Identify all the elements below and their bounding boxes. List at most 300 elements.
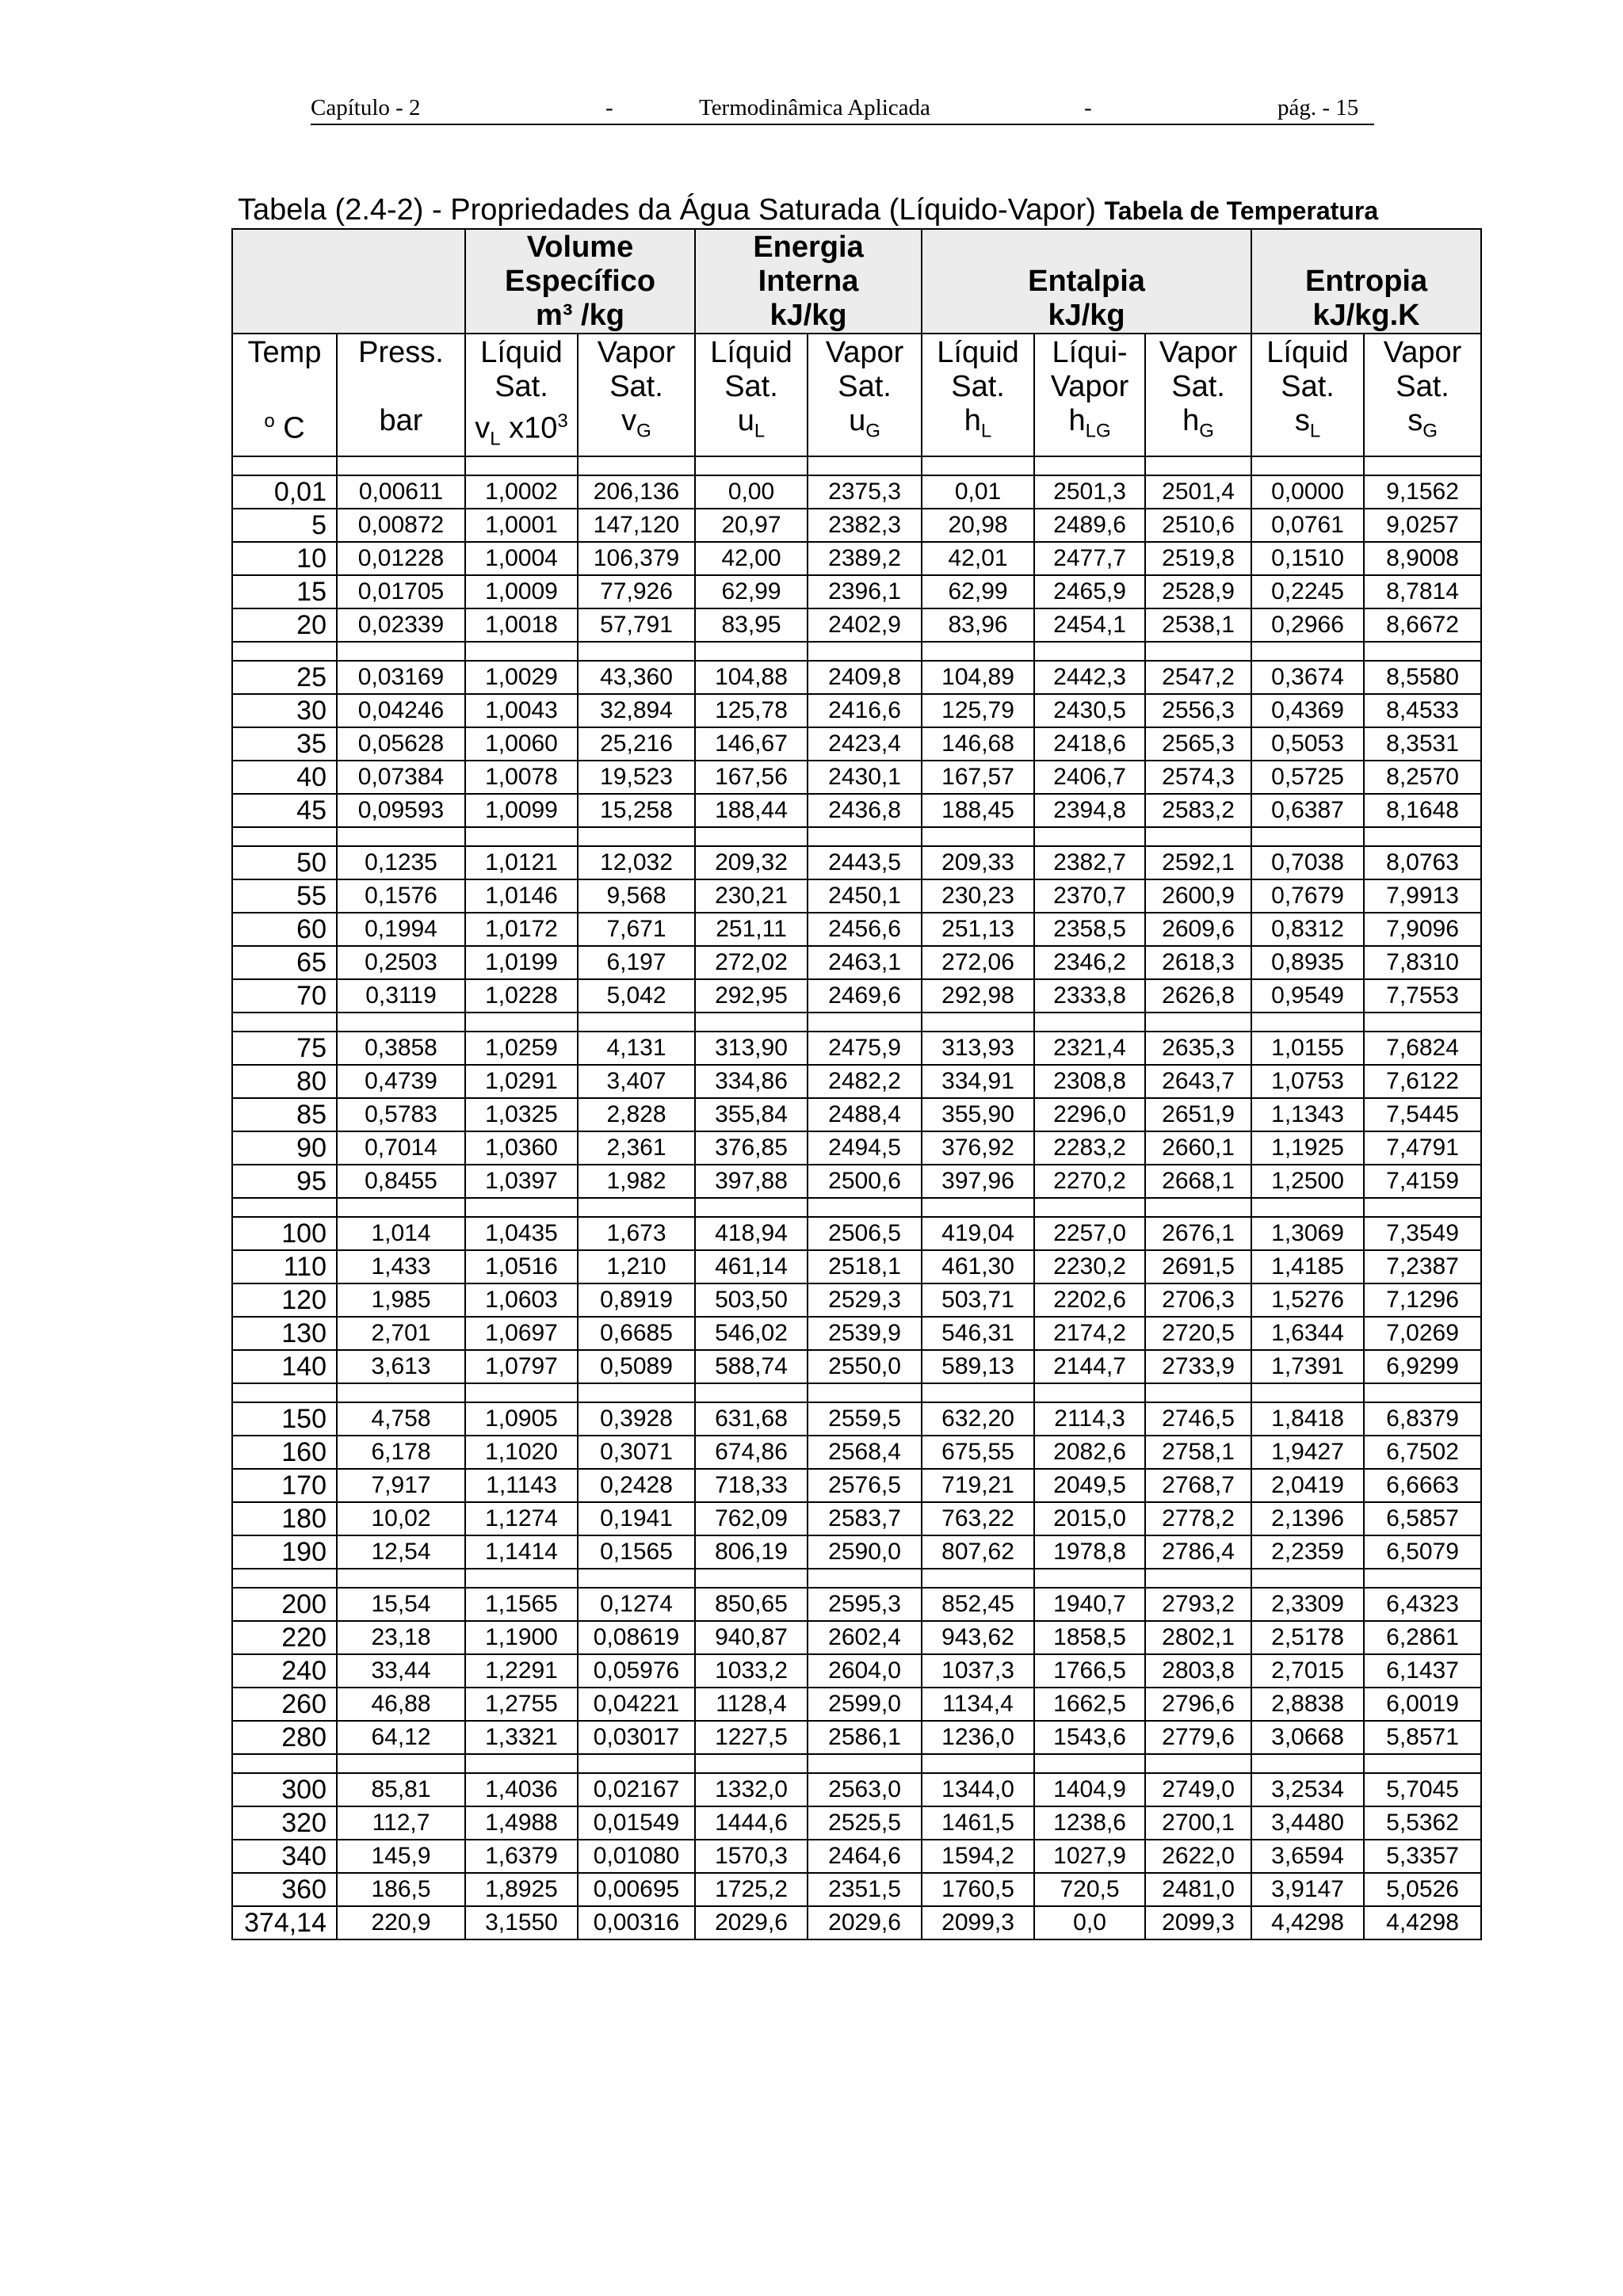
table-cell: 2,0419 bbox=[1251, 1469, 1364, 1502]
column-header-line: Líquid bbox=[1266, 336, 1349, 369]
spacer-cell bbox=[1145, 1383, 1251, 1402]
table-row bbox=[232, 694, 1481, 727]
table-cell: 720,5 bbox=[1034, 1873, 1145, 1906]
table-cell: 2600,9 bbox=[1145, 879, 1251, 913]
spacer-cell bbox=[922, 1013, 1034, 1032]
table-cell: 8,7814 bbox=[1364, 575, 1481, 608]
spacer-cell bbox=[808, 1569, 922, 1588]
table-cell: 230,23 bbox=[922, 879, 1034, 913]
table-cell: 2416,6 bbox=[808, 694, 922, 727]
spacer-row bbox=[232, 456, 1481, 475]
table-cell: 2333,8 bbox=[1034, 979, 1145, 1013]
spacer-cell bbox=[1034, 1383, 1145, 1402]
table-cell: 2691,5 bbox=[1145, 1250, 1251, 1283]
table-cell: 2793,2 bbox=[1145, 1588, 1251, 1621]
spacer-cell bbox=[337, 642, 465, 661]
table-cell: 2676,1 bbox=[1145, 1217, 1251, 1250]
table-row bbox=[232, 1721, 1481, 1754]
spacer-cell bbox=[578, 1383, 695, 1402]
table-cell: 1,5276 bbox=[1251, 1283, 1364, 1317]
column-header-line bbox=[239, 370, 330, 404]
table-cell: 0,4739 bbox=[337, 1065, 465, 1098]
table-cell: 1444,6 bbox=[695, 1806, 808, 1840]
spacer-row bbox=[232, 1754, 1481, 1773]
spacer-cell bbox=[578, 456, 695, 475]
table-cell: 2802,1 bbox=[1145, 1621, 1251, 1654]
table-cell: 2796,6 bbox=[1145, 1688, 1251, 1721]
table-cell: 1,0397 bbox=[465, 1165, 578, 1198]
table-cell: 1236,0 bbox=[922, 1721, 1034, 1754]
spacer-cell bbox=[1034, 1198, 1145, 1217]
table-cell: 8,6672 bbox=[1364, 608, 1481, 642]
table-cell: 2,5178 bbox=[1251, 1621, 1364, 1654]
table-cell: 280 bbox=[232, 1721, 337, 1754]
table-cell: 1,2500 bbox=[1251, 1165, 1364, 1198]
column-header-line: Temp bbox=[247, 336, 322, 369]
column-header-line: Sat. bbox=[838, 370, 892, 403]
table-cell: 57,791 bbox=[578, 608, 695, 642]
table-cell: 0,08619 bbox=[578, 1621, 695, 1654]
table-cell: 0,3858 bbox=[337, 1032, 465, 1065]
page-header bbox=[311, 95, 1374, 125]
table-cell: 1,985 bbox=[337, 1283, 465, 1317]
spacer-cell bbox=[232, 642, 337, 661]
table-cell: 1,0797 bbox=[465, 1350, 578, 1383]
table-cell: 2668,1 bbox=[1145, 1165, 1251, 1198]
table-cell: 2733,9 bbox=[1145, 1350, 1251, 1383]
table-row bbox=[232, 1317, 1481, 1350]
table-cell: 1,0002 bbox=[465, 475, 578, 509]
table-cell: 1,1925 bbox=[1251, 1131, 1364, 1165]
spacer-cell bbox=[1251, 1569, 1364, 1588]
table-cell: 1,8925 bbox=[465, 1873, 578, 1906]
table-cell: 1134,4 bbox=[922, 1688, 1034, 1721]
table-cell: 588,74 bbox=[695, 1350, 808, 1383]
table-cell: 1978,8 bbox=[1034, 1535, 1145, 1569]
table-cell: 0,03169 bbox=[337, 661, 465, 694]
table-cell: 19,523 bbox=[578, 761, 695, 794]
table-cell: 0,01080 bbox=[578, 1840, 695, 1873]
column-header-line: $s_L$ bbox=[1294, 404, 1321, 442]
table-row bbox=[232, 1806, 1481, 1840]
spacer-cell bbox=[1145, 1569, 1251, 1588]
spacer-cell bbox=[1251, 1754, 1364, 1773]
table-cell: 7,2387 bbox=[1364, 1250, 1481, 1283]
spacer-cell bbox=[808, 1198, 922, 1217]
table-cell: 7,3549 bbox=[1364, 1217, 1481, 1250]
spacer-cell bbox=[1364, 1013, 1481, 1032]
column-header bbox=[465, 334, 578, 456]
table-cell: 1,0603 bbox=[465, 1283, 578, 1317]
table-cell: 1,1343 bbox=[1251, 1098, 1364, 1131]
table-cell: 7,6824 bbox=[1364, 1032, 1481, 1065]
table-cell: 2257,0 bbox=[1034, 1217, 1145, 1250]
table-cell: 1,8418 bbox=[1251, 1402, 1364, 1436]
table-cell: 1,0078 bbox=[465, 761, 578, 794]
group-header-enthalpy bbox=[922, 229, 1251, 334]
table-cell: 2539,9 bbox=[808, 1317, 922, 1350]
spacer-cell bbox=[922, 1198, 1034, 1217]
table-cell: 1332,0 bbox=[695, 1773, 808, 1806]
table-cell: 7,4159 bbox=[1364, 1165, 1481, 1198]
column-header-line: Sat. bbox=[609, 370, 663, 403]
table-cell: 2786,4 bbox=[1145, 1535, 1251, 1569]
table-cell: 1,0099 bbox=[465, 794, 578, 827]
group-label-line: Energia bbox=[753, 230, 864, 264]
spacer-cell bbox=[695, 1383, 808, 1402]
table-cell: 0,1510 bbox=[1251, 542, 1364, 575]
table-cell: 0,5089 bbox=[578, 1350, 695, 1383]
table-cell: 8,5580 bbox=[1364, 661, 1481, 694]
table-cell: 1,0228 bbox=[465, 979, 578, 1013]
table-cell: 1461,5 bbox=[922, 1806, 1034, 1840]
table-cell: 0,00872 bbox=[337, 509, 465, 542]
table-cell: 0,0 bbox=[1034, 1906, 1145, 1939]
table-cell: 0,1235 bbox=[337, 846, 465, 879]
column-header-line: $h_L$ bbox=[964, 404, 992, 442]
spacer-cell bbox=[1034, 456, 1145, 475]
spacer-row bbox=[232, 827, 1481, 846]
column-header-line: $u_G$ bbox=[849, 404, 880, 442]
table-cell: 1,0009 bbox=[465, 575, 578, 608]
table-cell: 45 bbox=[232, 794, 337, 827]
table-cell: 2418,6 bbox=[1034, 727, 1145, 761]
table-cell: 9,0257 bbox=[1364, 509, 1481, 542]
table-row bbox=[232, 727, 1481, 761]
table-cell: 334,86 bbox=[695, 1065, 808, 1098]
table-cell: 0,00316 bbox=[578, 1906, 695, 1939]
table-cell: 2500,6 bbox=[808, 1165, 922, 1198]
spacer-cell bbox=[1364, 642, 1481, 661]
table-cell: 230,21 bbox=[695, 879, 808, 913]
table-cell: 374,14 bbox=[232, 1906, 337, 1939]
table-cell: 3,1550 bbox=[465, 1906, 578, 1939]
table-cell: 2583,7 bbox=[808, 1502, 922, 1535]
table-cell: 2015,0 bbox=[1034, 1502, 1145, 1535]
table-cell: 0,8455 bbox=[337, 1165, 465, 1198]
column-header-line: $u_L$ bbox=[737, 404, 766, 442]
table-cell: 1,0018 bbox=[465, 608, 578, 642]
table-cell: 2489,6 bbox=[1034, 509, 1145, 542]
table-cell: 55 bbox=[232, 879, 337, 913]
table-cell: 170 bbox=[232, 1469, 337, 1502]
table-cell: 2565,3 bbox=[1145, 727, 1251, 761]
table-cell: 292,98 bbox=[922, 979, 1034, 1013]
table-row bbox=[232, 475, 1481, 509]
table-cell: 1,433 bbox=[337, 1250, 465, 1283]
table-cell: 12,032 bbox=[578, 846, 695, 879]
table-cell: 2,1396 bbox=[1251, 1502, 1364, 1535]
table-row bbox=[232, 761, 1481, 794]
table-cell: 1,0697 bbox=[465, 1317, 578, 1350]
table-cell: 2488,4 bbox=[808, 1098, 922, 1131]
table-cell: 2768,7 bbox=[1145, 1469, 1251, 1502]
spacer-cell bbox=[337, 1013, 465, 1032]
table-cell: 145,9 bbox=[337, 1840, 465, 1873]
column-header bbox=[1034, 334, 1145, 456]
table-cell: 2,7015 bbox=[1251, 1654, 1364, 1688]
table-cell: 340 bbox=[232, 1840, 337, 1873]
table-cell: 85 bbox=[232, 1098, 337, 1131]
table-cell: 5,8571 bbox=[1364, 1721, 1481, 1754]
spacer-cell bbox=[465, 827, 578, 846]
table-cell: 2,8838 bbox=[1251, 1688, 1364, 1721]
table-cell: 313,90 bbox=[695, 1032, 808, 1065]
table-cell: 0,2966 bbox=[1251, 608, 1364, 642]
table-cell: 2469,6 bbox=[808, 979, 922, 1013]
table-cell: 0,00695 bbox=[578, 1873, 695, 1906]
column-header-line: Sat. bbox=[951, 370, 1005, 403]
table-cell: 260 bbox=[232, 1688, 337, 1721]
table-cell: 2,701 bbox=[337, 1317, 465, 1350]
spacer-cell bbox=[337, 456, 465, 475]
table-cell: 8,0763 bbox=[1364, 846, 1481, 879]
table-cell: 2375,3 bbox=[808, 475, 922, 509]
table-cell: 763,22 bbox=[922, 1502, 1034, 1535]
table-cell: 1,9427 bbox=[1251, 1436, 1364, 1469]
spacer-cell bbox=[695, 642, 808, 661]
table-cell: 2525,5 bbox=[808, 1806, 922, 1840]
table-cell: 0,6685 bbox=[578, 1317, 695, 1350]
table-cell: 2758,1 bbox=[1145, 1436, 1251, 1469]
table-cell: 2590,0 bbox=[808, 1535, 922, 1569]
table-cell: 1,6379 bbox=[465, 1840, 578, 1873]
table-cell: 461,30 bbox=[922, 1250, 1034, 1283]
table-cell: 104,89 bbox=[922, 661, 1034, 694]
table-row bbox=[232, 1588, 1481, 1621]
table-cell: 7,4791 bbox=[1364, 1131, 1481, 1165]
column-header bbox=[695, 334, 808, 456]
table-cell: 1,0325 bbox=[465, 1098, 578, 1131]
book-title: Termodinâmica Aplicada bbox=[699, 95, 930, 120]
table-cell: 180 bbox=[232, 1502, 337, 1535]
table-cell: 1,0360 bbox=[465, 1131, 578, 1165]
table-cell: 0,8919 bbox=[578, 1283, 695, 1317]
group-header-blank bbox=[232, 229, 465, 334]
table-cell: 1,7391 bbox=[1251, 1350, 1364, 1383]
table-cell: 1,4185 bbox=[1251, 1250, 1364, 1283]
table-cell: 313,93 bbox=[922, 1032, 1034, 1065]
spacer-cell bbox=[465, 1383, 578, 1402]
table-cell: 2547,2 bbox=[1145, 661, 1251, 694]
table-cell: 7,5445 bbox=[1364, 1098, 1481, 1131]
table-cell: 2651,9 bbox=[1145, 1098, 1251, 1131]
table-cell: 2402,9 bbox=[808, 608, 922, 642]
table-cell: 2099,3 bbox=[922, 1906, 1034, 1939]
table-cell: 1,0155 bbox=[1251, 1032, 1364, 1065]
table-cell: 1662,5 bbox=[1034, 1688, 1145, 1721]
table-cell: 42,00 bbox=[695, 542, 808, 575]
spacer-cell bbox=[337, 1383, 465, 1402]
table-cell: 376,85 bbox=[695, 1131, 808, 1165]
spacer-cell bbox=[465, 1198, 578, 1217]
table-cell: 83,96 bbox=[922, 608, 1034, 642]
spacer-cell bbox=[1034, 1013, 1145, 1032]
table-cell: 146,67 bbox=[695, 727, 808, 761]
table-cell: 0,04221 bbox=[578, 1688, 695, 1721]
table-row bbox=[232, 946, 1481, 979]
table-cell: 140 bbox=[232, 1350, 337, 1383]
table-cell: 32,894 bbox=[578, 694, 695, 727]
table-cell: 0,0000 bbox=[1251, 475, 1364, 509]
table-cell: 2296,0 bbox=[1034, 1098, 1145, 1131]
spacer-cell bbox=[232, 827, 337, 846]
table-cell: 1,0029 bbox=[465, 661, 578, 694]
table-cell: 2465,9 bbox=[1034, 575, 1145, 608]
spacer-row bbox=[232, 1198, 1481, 1217]
table-cell: 0,4369 bbox=[1251, 694, 1364, 727]
spacer-cell bbox=[922, 642, 1034, 661]
spacer-cell bbox=[1145, 1754, 1251, 1773]
table-cell: 77,926 bbox=[578, 575, 695, 608]
table-cell: 0,2428 bbox=[578, 1469, 695, 1502]
table-cell: 1037,3 bbox=[922, 1654, 1034, 1688]
table-cell: 209,32 bbox=[695, 846, 808, 879]
column-header-line: $^o$ C bbox=[264, 410, 305, 445]
table-cell: 62,99 bbox=[695, 575, 808, 608]
column-header-line: Sat. bbox=[1171, 370, 1225, 403]
table-cell: 62,99 bbox=[922, 575, 1034, 608]
table-cell: 2720,5 bbox=[1145, 1317, 1251, 1350]
table-cell: 0,3119 bbox=[337, 979, 465, 1013]
table-cell: 397,96 bbox=[922, 1165, 1034, 1198]
table-cell: 631,68 bbox=[695, 1402, 808, 1436]
group-label-line: Entropia bbox=[1304, 265, 1428, 298]
spacer-cell bbox=[1145, 456, 1251, 475]
table-cell: 1,3069 bbox=[1251, 1217, 1364, 1250]
table-row bbox=[232, 1688, 1481, 1721]
spacer-cell bbox=[1034, 642, 1145, 661]
table-cell: 7,8310 bbox=[1364, 946, 1481, 979]
table-cell: 320 bbox=[232, 1806, 337, 1840]
table-cell: 0,7014 bbox=[337, 1131, 465, 1165]
column-header-line: $s_G$ bbox=[1407, 404, 1438, 442]
table-cell: 0,09593 bbox=[337, 794, 465, 827]
table-cell: 0,3071 bbox=[578, 1436, 695, 1469]
table-cell: 0,7038 bbox=[1251, 846, 1364, 879]
column-header-line: $v_L$ $x10^3$ bbox=[475, 410, 568, 450]
table-cell: 0,3674 bbox=[1251, 661, 1364, 694]
group-label-line: Específico bbox=[504, 264, 656, 298]
table-cell: 6,5857 bbox=[1364, 1502, 1481, 1535]
table-cell: 940,87 bbox=[695, 1621, 808, 1654]
table-row bbox=[232, 661, 1481, 694]
spacer-cell bbox=[1145, 1198, 1251, 1217]
table-cell: 1,4988 bbox=[465, 1806, 578, 1840]
spacer-cell bbox=[578, 642, 695, 661]
table-cell: 0,1941 bbox=[578, 1502, 695, 1535]
table-row bbox=[232, 846, 1481, 879]
table-cell: 7,671 bbox=[578, 913, 695, 946]
table-cell: 10,02 bbox=[337, 1502, 465, 1535]
table-cell: 1,1414 bbox=[465, 1535, 578, 1569]
table-cell: 5,042 bbox=[578, 979, 695, 1013]
table-cell: 7,0269 bbox=[1364, 1317, 1481, 1350]
table-cell: 1,0121 bbox=[465, 846, 578, 879]
column-header-line: Sat. bbox=[724, 370, 778, 403]
table-cell: 2082,6 bbox=[1034, 1436, 1145, 1469]
table-row bbox=[232, 1840, 1481, 1873]
table-cell: 2556,3 bbox=[1145, 694, 1251, 727]
table-cell: 2550,0 bbox=[808, 1350, 922, 1383]
table-row bbox=[232, 1654, 1481, 1688]
spacer-cell bbox=[1034, 827, 1145, 846]
table-row bbox=[232, 1469, 1481, 1502]
table-cell: 2706,3 bbox=[1145, 1283, 1251, 1317]
spacer-cell bbox=[808, 456, 922, 475]
table-cell: 186,5 bbox=[337, 1873, 465, 1906]
table-cell: 2370,7 bbox=[1034, 879, 1145, 913]
table-cell: 0,2503 bbox=[337, 946, 465, 979]
table-row bbox=[232, 879, 1481, 913]
table-cell: 272,06 bbox=[922, 946, 1034, 979]
table-cell: 25,216 bbox=[578, 727, 695, 761]
table-cell: 2778,2 bbox=[1145, 1502, 1251, 1535]
saturated-water-table bbox=[231, 228, 1482, 1940]
table-cell: 1,2291 bbox=[465, 1654, 578, 1688]
table-cell: 419,04 bbox=[922, 1217, 1034, 1250]
table-cell: 2174,2 bbox=[1034, 1317, 1145, 1350]
table-cell: 2464,6 bbox=[808, 1840, 922, 1873]
spacer-cell bbox=[922, 456, 1034, 475]
table-row bbox=[232, 979, 1481, 1013]
table-cell: 0,5783 bbox=[337, 1098, 465, 1131]
table-cell: 2574,3 bbox=[1145, 761, 1251, 794]
table-cell: 200 bbox=[232, 1588, 337, 1621]
table-cell: 503,50 bbox=[695, 1283, 808, 1317]
table-cell: 106,379 bbox=[578, 542, 695, 575]
table-cell: 2528,9 bbox=[1145, 575, 1251, 608]
table-cell: 1,0060 bbox=[465, 727, 578, 761]
table-cell: 3,9147 bbox=[1251, 1873, 1364, 1906]
table-cell: 2308,8 bbox=[1034, 1065, 1145, 1098]
table-cell: 25 bbox=[232, 661, 337, 694]
table-cell: 15,258 bbox=[578, 794, 695, 827]
table-cell: 806,19 bbox=[695, 1535, 808, 1569]
column-header-line: Press. bbox=[358, 336, 444, 369]
spacer-cell bbox=[922, 1569, 1034, 1588]
table-cell: 46,88 bbox=[337, 1688, 465, 1721]
table-cell: 100 bbox=[232, 1217, 337, 1250]
table-cell: 1,0435 bbox=[465, 1217, 578, 1250]
table-cell: 397,88 bbox=[695, 1165, 808, 1198]
table-cell: 546,31 bbox=[922, 1317, 1034, 1350]
table-cell: 7,917 bbox=[337, 1469, 465, 1502]
table-cell: 0,07384 bbox=[337, 761, 465, 794]
table-cell: 1594,2 bbox=[922, 1840, 1034, 1873]
table-cell: 1033,2 bbox=[695, 1654, 808, 1688]
column-header-line: Vapor bbox=[1383, 336, 1462, 369]
table-row bbox=[232, 1098, 1481, 1131]
table-cell: 1238,6 bbox=[1034, 1806, 1145, 1840]
table-row bbox=[232, 1436, 1481, 1469]
table-cell: 2230,2 bbox=[1034, 1250, 1145, 1283]
table-cell: 1,982 bbox=[578, 1165, 695, 1198]
table-cell: 0,00611 bbox=[337, 475, 465, 509]
table-cell: 1,0905 bbox=[465, 1402, 578, 1436]
table-cell: 272,02 bbox=[695, 946, 808, 979]
table-cell: 125,79 bbox=[922, 694, 1034, 727]
spacer-cell bbox=[1034, 1569, 1145, 1588]
column-header-line: Sat. bbox=[495, 370, 548, 403]
table-row bbox=[232, 913, 1481, 946]
spacer-cell bbox=[578, 1013, 695, 1032]
table-cell: 2803,8 bbox=[1145, 1654, 1251, 1688]
table-row bbox=[232, 575, 1481, 608]
table-cell: 40 bbox=[232, 761, 337, 794]
table-cell: 5,0526 bbox=[1364, 1873, 1481, 1906]
table-cell: 2202,6 bbox=[1034, 1283, 1145, 1317]
